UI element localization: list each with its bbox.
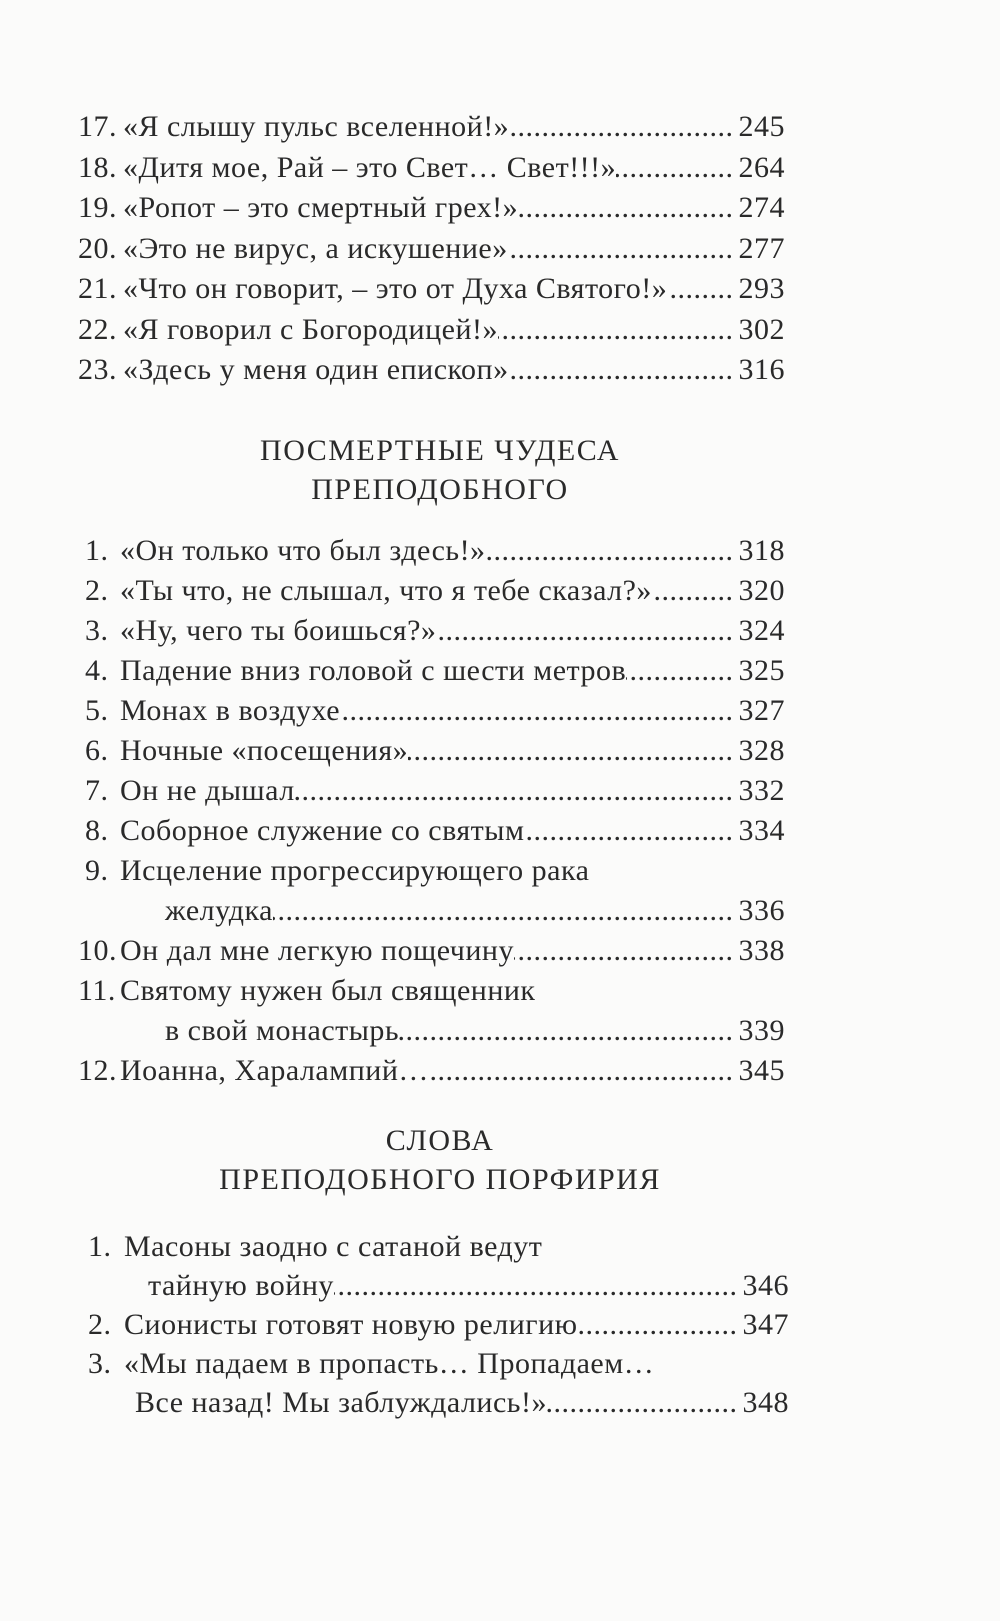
entry-number: 7. — [85, 774, 109, 807]
section-heading-line: ПОСМЕРТНЫЕ ЧУДЕСА — [260, 434, 620, 467]
entry-title: «Ты что, не слышал, что я тебе сказал?» — [120, 574, 652, 607]
page-number: 293 — [738, 272, 785, 305]
page-number: 336 — [738, 894, 785, 927]
toc-entry — [78, 691, 785, 731]
entry-title-continuation — [124, 1383, 789, 1422]
entry-body — [120, 1051, 785, 1091]
page-number: 328 — [738, 734, 785, 767]
entry-title: «Я говорил с Богородицей!» — [123, 312, 499, 346]
page-number: 339 — [738, 1014, 785, 1047]
entry-number: 5. — [85, 694, 109, 727]
entry-title: тайную войну — [148, 1269, 334, 1302]
dot-leader — [524, 811, 738, 851]
page-number: 245 — [738, 110, 785, 143]
entry-title-line — [120, 851, 785, 891]
toc-entry — [78, 1051, 785, 1091]
dot-leader — [295, 771, 739, 811]
entry-body — [123, 107, 785, 148]
entry-body — [120, 851, 785, 931]
entry-body — [120, 611, 785, 651]
entry-body — [123, 310, 785, 351]
entry-title-line — [120, 531, 785, 571]
entry-title-line — [123, 188, 785, 229]
section-heading-line: ПРЕПОДОБНОГО — [311, 472, 569, 506]
entry-title: «Мы падаем в пропасть… Пропадаем… — [124, 1347, 655, 1380]
entry-title-line — [124, 1227, 789, 1266]
dot-leader — [334, 1266, 743, 1305]
section-heading — [80, 1121, 800, 1199]
entry-number: 6. — [85, 734, 109, 767]
entry-title: желудка — [165, 894, 273, 927]
entry-body — [123, 350, 785, 391]
dot-leader — [518, 188, 738, 229]
dot-leader — [547, 1383, 743, 1422]
entry-number: 11. — [78, 974, 116, 1007]
entry-title: Сионисты готовят новую религию — [124, 1308, 578, 1341]
entry-title-line — [123, 229, 785, 270]
entry-number: 3. — [85, 614, 109, 647]
entry-body — [124, 1227, 789, 1305]
entry-title-line — [123, 350, 785, 391]
toc-entry — [84, 1344, 789, 1422]
toc-entry — [78, 811, 785, 851]
entry-number: 9. — [85, 854, 109, 887]
entry-body — [120, 531, 785, 571]
toc-entry — [78, 531, 785, 571]
entry-title: «Здесь у меня один епископ» — [123, 353, 509, 386]
dot-leader — [616, 148, 738, 189]
page-number: 318 — [738, 534, 785, 567]
toc-entry — [78, 269, 785, 310]
entry-number: 3. — [88, 1347, 112, 1380]
toc-entry — [78, 731, 785, 771]
section-heading — [80, 432, 800, 509]
entry-title: Иоанна, Харалампий… — [120, 1054, 429, 1087]
dot-leader — [578, 1305, 743, 1344]
page-number: 316 — [738, 353, 785, 386]
entry-body — [123, 269, 785, 310]
dot-leader — [399, 1011, 738, 1051]
entry-title: «Я слышу пульс вселенной!» — [123, 110, 510, 143]
entry-body — [120, 771, 785, 811]
entry-title: Падение вниз головой с шести метров — [120, 654, 627, 687]
entry-number: 1. — [88, 1230, 112, 1263]
dot-leader — [436, 611, 738, 651]
toc-list — [78, 107, 785, 391]
page-number: 338 — [738, 934, 785, 967]
entry-title: Исцеление прогрессирующего рака — [120, 854, 590, 887]
toc-entry — [78, 851, 785, 931]
entry-body — [123, 188, 785, 229]
entry-title-line — [123, 107, 785, 148]
entry-title: «Это не вирус, а искушение» — [123, 231, 508, 265]
page-number: 302 — [738, 312, 785, 346]
toc-entry — [78, 651, 785, 691]
section-heading-line: СЛОВА — [385, 1124, 495, 1157]
dot-leader — [667, 269, 738, 310]
entry-title-continuation — [120, 1011, 785, 1051]
dot-leader — [408, 731, 738, 771]
page-number: 325 — [738, 654, 785, 687]
entry-number: 4. — [85, 654, 109, 687]
entry-title-line — [124, 1305, 789, 1344]
entry-title: «Что он говорит, – это от Духа Святого!» — [123, 272, 668, 305]
dot-leader — [626, 651, 738, 691]
entry-title-line — [120, 571, 785, 611]
entry-body — [120, 931, 785, 971]
entry-number: 22. — [78, 312, 117, 346]
entry-number: 1. — [85, 534, 109, 567]
entry-title: Монах в воздухе — [120, 694, 341, 727]
entry-number: 10. — [78, 934, 117, 967]
entry-number: 19. — [78, 191, 117, 224]
dot-leader — [514, 931, 739, 971]
entry-title: Он дал мне легкую пощечину — [120, 934, 514, 967]
entry-title: Масоны заодно с сатаной ведут — [124, 1230, 543, 1263]
entry-title-line — [123, 269, 785, 310]
page-number: 274 — [738, 191, 785, 224]
section-heading-line: ПРЕПОДОБНОГО ПОРФИРИЯ — [219, 1163, 661, 1196]
dot-leader — [652, 571, 739, 611]
entry-number: 20. — [78, 231, 117, 265]
page-number: 347 — [742, 1308, 789, 1341]
dot-leader — [509, 107, 738, 148]
entry-title: «Дитя мое, Рай – это Свет… Свет!!!» — [123, 150, 617, 184]
dot-leader — [429, 1051, 739, 1091]
entry-title: Ночные «посещения» — [120, 734, 409, 767]
page-number: 334 — [738, 814, 785, 847]
entry-title-line — [124, 1344, 789, 1383]
entry-title-continuation — [124, 1266, 789, 1305]
entry-title: «Он только что был здесь!» — [120, 534, 486, 567]
toc-entry — [78, 931, 785, 971]
entry-number: 2. — [88, 1308, 112, 1341]
entry-title-line — [120, 691, 785, 731]
toc-entry — [78, 107, 785, 148]
entry-title: «Ропот – это смертный грех!» — [123, 191, 519, 224]
entry-title-line — [120, 811, 785, 851]
entry-title-line — [120, 651, 785, 691]
entry-body — [124, 1305, 789, 1344]
entry-number: 17. — [78, 110, 117, 143]
page-number: 327 — [738, 694, 785, 727]
entry-number: 2. — [85, 574, 109, 607]
page-number: 277 — [738, 231, 785, 265]
entry-body — [120, 811, 785, 851]
toc-entry — [78, 310, 785, 351]
entry-title-line — [120, 611, 785, 651]
entry-number: 23. — [78, 353, 117, 386]
toc-entry — [78, 611, 785, 651]
entry-title: Он не дышал — [120, 774, 295, 807]
entry-number: 12. — [78, 1054, 117, 1087]
entry-title: Святому нужен был священник — [120, 974, 536, 1007]
toc-entry — [78, 350, 785, 391]
toc-entry — [78, 971, 785, 1051]
toc-entry — [78, 771, 785, 811]
page-number: 345 — [738, 1054, 785, 1087]
entry-body — [120, 971, 785, 1051]
page-number: 320 — [738, 574, 785, 607]
page-number: 332 — [738, 774, 785, 807]
toc-entry — [78, 229, 785, 270]
entry-body — [123, 148, 785, 189]
entry-body — [120, 691, 785, 731]
toc-list — [78, 531, 785, 1091]
page-number: 324 — [738, 614, 785, 647]
toc-entry — [78, 571, 785, 611]
entry-number: 18. — [78, 150, 117, 184]
entry-title: «Ну, чего ты боишься?» — [120, 614, 437, 647]
dot-leader — [340, 691, 738, 731]
entry-body — [124, 1344, 789, 1422]
entry-title-line — [123, 148, 785, 189]
dot-leader — [486, 531, 739, 571]
entry-title-line — [120, 1051, 785, 1091]
entry-title-line — [120, 931, 785, 971]
toc-entry — [78, 148, 785, 189]
toc-entry — [78, 188, 785, 229]
dot-leader — [498, 310, 738, 351]
entry-title-line — [120, 771, 785, 811]
toc-entry — [84, 1305, 789, 1344]
entry-title-line — [120, 971, 785, 1011]
entry-title: в свой монастырь — [165, 1014, 400, 1047]
entry-body — [120, 651, 785, 691]
page-number: 348 — [742, 1386, 789, 1419]
entry-number: 8. — [85, 814, 109, 847]
dot-leader — [508, 229, 739, 270]
dot-leader — [509, 350, 739, 391]
entry-body — [120, 571, 785, 611]
entry-title: Соборное служение со святым — [120, 814, 525, 847]
entry-title-line — [123, 310, 785, 351]
toc-entry — [84, 1227, 789, 1305]
page-number: 346 — [742, 1269, 789, 1302]
toc-list — [84, 1227, 789, 1422]
dot-leader — [273, 891, 739, 931]
entry-body — [123, 229, 785, 270]
entry-title-continuation — [120, 891, 785, 931]
entry-body — [120, 731, 785, 771]
entry-title-line — [120, 731, 785, 771]
entry-number: 21. — [78, 272, 117, 305]
entry-title: Все назад! Мы заблуждались!» — [135, 1386, 547, 1419]
page-number: 264 — [738, 150, 785, 184]
